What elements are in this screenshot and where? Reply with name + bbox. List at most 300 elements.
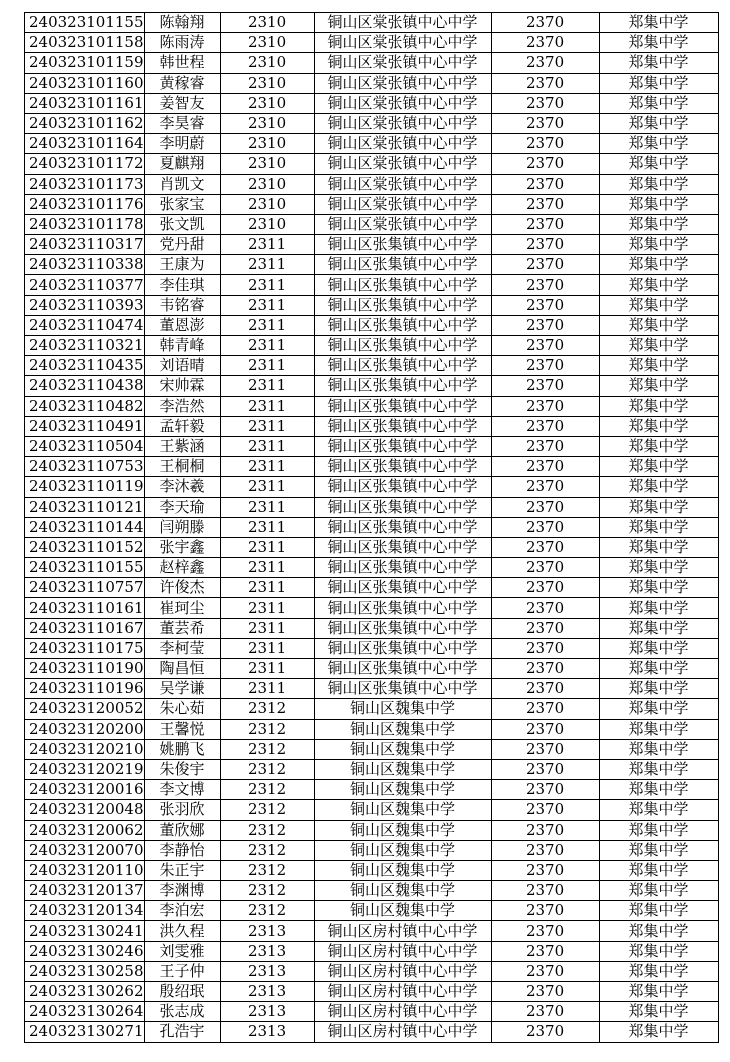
exam-id-cell: 240323110119: [25, 477, 145, 497]
school-name-cell: 铜山区张集镇中心中学: [314, 618, 491, 638]
target-school-cell: 郑集中学: [599, 1022, 718, 1042]
school-name-cell: 铜山区张集镇中心中学: [314, 537, 491, 557]
target-school-cell: 郑集中学: [599, 53, 718, 73]
table-row: [25, 537, 719, 557]
target-code-cell: 2370: [491, 194, 599, 214]
target-school-cell: 郑集中学: [599, 174, 718, 194]
target-code-cell: 2370: [491, 961, 599, 981]
target-code-cell: 2370: [491, 659, 599, 679]
table-row: [25, 578, 719, 598]
target-code-cell: 2370: [491, 416, 599, 436]
school-code-cell: 2313: [220, 1022, 314, 1042]
school-code-cell: 2311: [220, 255, 314, 275]
school-code-cell: 2313: [220, 982, 314, 1002]
table-row: [25, 659, 719, 679]
school-name-cell: 铜山区棠张镇中心中学: [314, 214, 491, 234]
target-school-cell: 郑集中学: [599, 638, 718, 658]
student-name-cell: 李静怡: [144, 840, 220, 860]
school-name-cell: 铜山区房村镇中心中学: [314, 921, 491, 941]
target-school-cell: 郑集中学: [599, 275, 718, 295]
student-name-cell: 姜智友: [144, 93, 220, 113]
student-name-cell: 张羽欣: [144, 800, 220, 820]
target-school-cell: 郑集中学: [599, 719, 718, 739]
table-row: [25, 457, 719, 477]
school-code-cell: 2311: [220, 537, 314, 557]
table-row: [25, 275, 719, 295]
school-name-cell: 铜山区张集镇中心中学: [314, 255, 491, 275]
school-code-cell: 2311: [220, 618, 314, 638]
school-name-cell: 铜山区张集镇中心中学: [314, 517, 491, 537]
table-row: [25, 315, 719, 335]
student-name-cell: 肖凯文: [144, 174, 220, 194]
exam-id-cell: 240323130262: [25, 982, 145, 1002]
table-row: [25, 780, 719, 800]
target-code-cell: 2370: [491, 719, 599, 739]
student-name-cell: 董芸希: [144, 618, 220, 638]
target-code-cell: 2370: [491, 982, 599, 1002]
table-row: [25, 174, 719, 194]
student-name-cell: 朱正宇: [144, 860, 220, 880]
target-code-cell: 2370: [491, 295, 599, 315]
table-row: [25, 941, 719, 961]
table-row: [25, 820, 719, 840]
exam-id-cell: 240323130258: [25, 961, 145, 981]
exam-id-cell: 240323130241: [25, 921, 145, 941]
target-school-cell: 郑集中学: [599, 941, 718, 961]
school-name-cell: 铜山区棠张镇中心中学: [314, 13, 491, 33]
target-code-cell: 2370: [491, 699, 599, 719]
exam-id-cell: 240323110121: [25, 497, 145, 517]
student-name-cell: 闫朔滕: [144, 517, 220, 537]
target-code-cell: 2370: [491, 901, 599, 921]
exam-id-cell: 240323130271: [25, 1022, 145, 1042]
target-code-cell: 2370: [491, 275, 599, 295]
target-code-cell: 2370: [491, 921, 599, 941]
exam-id-cell: 240323110504: [25, 436, 145, 456]
table-row: [25, 194, 719, 214]
school-name-cell: 铜山区张集镇中心中学: [314, 315, 491, 335]
school-name-cell: 铜山区房村镇中心中学: [314, 941, 491, 961]
student-name-cell: 韦铭睿: [144, 295, 220, 315]
school-code-cell: 2313: [220, 1002, 314, 1022]
table-row: [25, 356, 719, 376]
table-row: [25, 53, 719, 73]
table-row: [25, 699, 719, 719]
target-school-cell: 郑集中学: [599, 396, 718, 416]
table-row: [25, 921, 719, 941]
table-row: [25, 881, 719, 901]
target-code-cell: 2370: [491, 517, 599, 537]
school-code-cell: 2310: [220, 93, 314, 113]
student-name-cell: 殷绍珉: [144, 982, 220, 1002]
target-code-cell: 2370: [491, 679, 599, 699]
target-code-cell: 2370: [491, 941, 599, 961]
school-code-cell: 2311: [220, 436, 314, 456]
target-code-cell: 2370: [491, 881, 599, 901]
school-code-cell: 2311: [220, 235, 314, 255]
target-school-cell: 郑集中学: [599, 598, 718, 618]
student-name-cell: 赵梓鑫: [144, 558, 220, 578]
target-school-cell: 郑集中学: [599, 194, 718, 214]
target-code-cell: 2370: [491, 356, 599, 376]
target-school-cell: 郑集中学: [599, 800, 718, 820]
school-code-cell: 2312: [220, 759, 314, 779]
school-name-cell: 铜山区棠张镇中心中学: [314, 73, 491, 93]
student-name-cell: 董恩澎: [144, 315, 220, 335]
school-name-cell: 铜山区房村镇中心中学: [314, 982, 491, 1002]
student-name-cell: 李明蔚: [144, 134, 220, 154]
target-code-cell: 2370: [491, 73, 599, 93]
target-code-cell: 2370: [491, 840, 599, 860]
table-row: [25, 1022, 719, 1042]
school-name-cell: 铜山区棠张镇中心中学: [314, 174, 491, 194]
table-row: [25, 396, 719, 416]
table-row: [25, 860, 719, 880]
exam-id-cell: 240323101178: [25, 214, 145, 234]
school-name-cell: 铜山区魏集中学: [314, 780, 491, 800]
student-name-cell: 张志成: [144, 1002, 220, 1022]
student-name-cell: 刘语晴: [144, 356, 220, 376]
target-school-cell: 郑集中学: [599, 214, 718, 234]
school-name-cell: 铜山区棠张镇中心中学: [314, 93, 491, 113]
table-row: [25, 416, 719, 436]
school-name-cell: 铜山区张集镇中心中学: [314, 598, 491, 618]
target-code-cell: 2370: [491, 214, 599, 234]
school-name-cell: 铜山区张集镇中心中学: [314, 436, 491, 456]
school-name-cell: 铜山区魏集中学: [314, 739, 491, 759]
school-code-cell: 2311: [220, 356, 314, 376]
target-code-cell: 2370: [491, 537, 599, 557]
exam-id-cell: 240323101162: [25, 113, 145, 133]
student-name-cell: 李泊宏: [144, 901, 220, 921]
school-name-cell: 铜山区张集镇中心中学: [314, 396, 491, 416]
target-school-cell: 郑集中学: [599, 679, 718, 699]
target-code-cell: 2370: [491, 739, 599, 759]
school-name-cell: 铜山区张集镇中心中学: [314, 659, 491, 679]
target-school-cell: 郑集中学: [599, 416, 718, 436]
school-code-cell: 2311: [220, 336, 314, 356]
target-school-cell: 郑集中学: [599, 759, 718, 779]
student-name-cell: 张文凯: [144, 214, 220, 234]
student-name-cell: 朱心茹: [144, 699, 220, 719]
student-name-cell: 张家宝: [144, 194, 220, 214]
exam-id-cell: 240323120070: [25, 840, 145, 860]
student-name-cell: 李佳琪: [144, 275, 220, 295]
school-code-cell: 2310: [220, 53, 314, 73]
target-code-cell: 2370: [491, 13, 599, 33]
student-name-cell: 陶昌恒: [144, 659, 220, 679]
school-code-cell: 2311: [220, 477, 314, 497]
target-school-cell: 郑集中学: [599, 235, 718, 255]
student-name-cell: 李昊睿: [144, 113, 220, 133]
target-school-cell: 郑集中学: [599, 739, 718, 759]
school-code-cell: 2313: [220, 921, 314, 941]
school-name-cell: 铜山区魏集中学: [314, 699, 491, 719]
admission-table: [24, 12, 719, 1043]
target-code-cell: 2370: [491, 1002, 599, 1022]
exam-id-cell: 240323110144: [25, 517, 145, 537]
student-name-cell: 韩青峰: [144, 336, 220, 356]
target-code-cell: 2370: [491, 396, 599, 416]
exam-id-cell: 240323120134: [25, 901, 145, 921]
student-name-cell: 王康为: [144, 255, 220, 275]
exam-id-cell: 240323101155: [25, 13, 145, 33]
student-name-cell: 孟轩毅: [144, 416, 220, 436]
target-school-cell: 郑集中学: [599, 537, 718, 557]
school-code-cell: 2312: [220, 860, 314, 880]
student-name-cell: 王馨悦: [144, 719, 220, 739]
exam-id-cell: 240323101160: [25, 73, 145, 93]
target-school-cell: 郑集中学: [599, 497, 718, 517]
target-code-cell: 2370: [491, 477, 599, 497]
school-name-cell: 铜山区房村镇中心中学: [314, 1002, 491, 1022]
target-code-cell: 2370: [491, 759, 599, 779]
exam-id-cell: 240323110196: [25, 679, 145, 699]
student-name-cell: 李文博: [144, 780, 220, 800]
target-code-cell: 2370: [491, 618, 599, 638]
table-row: [25, 113, 719, 133]
table-row: [25, 719, 719, 739]
student-name-cell: 朱俊宇: [144, 759, 220, 779]
school-name-cell: 铜山区魏集中学: [314, 901, 491, 921]
target-code-cell: 2370: [491, 376, 599, 396]
exam-id-cell: 240323101176: [25, 194, 145, 214]
table-row: [25, 295, 719, 315]
student-name-cell: 陈翰翔: [144, 13, 220, 33]
target-code-cell: 2370: [491, 638, 599, 658]
exam-id-cell: 240323110155: [25, 558, 145, 578]
exam-id-cell: 240323120137: [25, 881, 145, 901]
target-school-cell: 郑集中学: [599, 477, 718, 497]
exam-id-cell: 240323110491: [25, 416, 145, 436]
target-school-cell: 郑集中学: [599, 921, 718, 941]
exam-id-cell: 240323101164: [25, 134, 145, 154]
exam-id-cell: 240323101173: [25, 174, 145, 194]
target-code-cell: 2370: [491, 558, 599, 578]
target-school-cell: 郑集中学: [599, 780, 718, 800]
school-code-cell: 2312: [220, 820, 314, 840]
target-code-cell: 2370: [491, 134, 599, 154]
school-code-cell: 2310: [220, 214, 314, 234]
target-code-cell: 2370: [491, 497, 599, 517]
target-school-cell: 郑集中学: [599, 840, 718, 860]
target-code-cell: 2370: [491, 235, 599, 255]
table-row: [25, 235, 719, 255]
target-code-cell: 2370: [491, 436, 599, 456]
school-code-cell: 2313: [220, 941, 314, 961]
target-code-cell: 2370: [491, 93, 599, 113]
exam-id-cell: 240323120062: [25, 820, 145, 840]
target-code-cell: 2370: [491, 53, 599, 73]
school-name-cell: 铜山区张集镇中心中学: [314, 679, 491, 699]
target-code-cell: 2370: [491, 578, 599, 598]
school-code-cell: 2310: [220, 154, 314, 174]
exam-id-cell: 240323120048: [25, 800, 145, 820]
school-code-cell: 2312: [220, 840, 314, 860]
student-name-cell: 李渊博: [144, 881, 220, 901]
school-name-cell: 铜山区张集镇中心中学: [314, 295, 491, 315]
target-school-cell: 郑集中学: [599, 457, 718, 477]
target-code-cell: 2370: [491, 800, 599, 820]
table-row: [25, 517, 719, 537]
exam-id-cell: 240323101158: [25, 33, 145, 53]
target-code-cell: 2370: [491, 113, 599, 133]
school-code-cell: 2312: [220, 699, 314, 719]
table-row: [25, 214, 719, 234]
student-name-cell: 王紫涵: [144, 436, 220, 456]
exam-id-cell: 240323101161: [25, 93, 145, 113]
target-school-cell: 郑集中学: [599, 1002, 718, 1022]
table-row: [25, 376, 719, 396]
table-row: [25, 598, 719, 618]
student-name-cell: 黄稼睿: [144, 73, 220, 93]
exam-id-cell: 240323110338: [25, 255, 145, 275]
exam-id-cell: 240323110175: [25, 638, 145, 658]
table-row: [25, 134, 719, 154]
exam-id-cell: 240323110321: [25, 336, 145, 356]
table-row: [25, 336, 719, 356]
table-row: [25, 33, 719, 53]
target-school-cell: 郑集中学: [599, 659, 718, 679]
exam-id-cell: 240323110167: [25, 618, 145, 638]
exam-id-cell: 240323120016: [25, 780, 145, 800]
school-code-cell: 2310: [220, 73, 314, 93]
school-name-cell: 铜山区房村镇中心中学: [314, 1022, 491, 1042]
school-code-cell: 2311: [220, 558, 314, 578]
target-school-cell: 郑集中学: [599, 376, 718, 396]
target-school-cell: 郑集中学: [599, 13, 718, 33]
target-school-cell: 郑集中学: [599, 113, 718, 133]
table-row: [25, 497, 719, 517]
exam-id-cell: 240323120110: [25, 860, 145, 880]
table-row: [25, 618, 719, 638]
exam-id-cell: 240323110757: [25, 578, 145, 598]
school-code-cell: 2312: [220, 881, 314, 901]
target-school-cell: 郑集中学: [599, 820, 718, 840]
exam-id-cell: 240323110482: [25, 396, 145, 416]
table-row: [25, 154, 719, 174]
table-row: [25, 982, 719, 1002]
school-code-cell: 2312: [220, 901, 314, 921]
target-school-cell: 郑集中学: [599, 356, 718, 376]
school-name-cell: 铜山区棠张镇中心中学: [314, 134, 491, 154]
exam-id-cell: 240323110161: [25, 598, 145, 618]
school-name-cell: 铜山区张集镇中心中学: [314, 477, 491, 497]
school-name-cell: 铜山区棠张镇中心中学: [314, 154, 491, 174]
target-school-cell: 郑集中学: [599, 33, 718, 53]
school-name-cell: 铜山区张集镇中心中学: [314, 558, 491, 578]
table-row: [25, 739, 719, 759]
school-code-cell: 2311: [220, 517, 314, 537]
school-name-cell: 铜山区棠张镇中心中学: [314, 53, 491, 73]
school-code-cell: 2312: [220, 739, 314, 759]
school-code-cell: 2311: [220, 638, 314, 658]
school-name-cell: 铜山区魏集中学: [314, 759, 491, 779]
school-code-cell: 2311: [220, 497, 314, 517]
target-code-cell: 2370: [491, 33, 599, 53]
target-school-cell: 郑集中学: [599, 618, 718, 638]
table-row: [25, 558, 719, 578]
exam-id-cell: 240323110152: [25, 537, 145, 557]
school-name-cell: 铜山区张集镇中心中学: [314, 356, 491, 376]
student-name-cell: 崔珂尘: [144, 598, 220, 618]
school-code-cell: 2311: [220, 275, 314, 295]
school-name-cell: 铜山区棠张镇中心中学: [314, 194, 491, 214]
school-code-cell: 2311: [220, 376, 314, 396]
student-name-cell: 王桐桐: [144, 457, 220, 477]
student-name-cell: 党丹甜: [144, 235, 220, 255]
exam-id-cell: 240323130246: [25, 941, 145, 961]
target-school-cell: 郑集中学: [599, 154, 718, 174]
student-name-cell: 韩世程: [144, 53, 220, 73]
school-code-cell: 2312: [220, 800, 314, 820]
table-row: [25, 13, 719, 33]
target-school-cell: 郑集中学: [599, 517, 718, 537]
target-school-cell: 郑集中学: [599, 93, 718, 113]
school-name-cell: 铜山区房村镇中心中学: [314, 961, 491, 981]
target-school-cell: 郑集中学: [599, 860, 718, 880]
table-row: [25, 1002, 719, 1022]
exam-id-cell: 240323130264: [25, 1002, 145, 1022]
target-code-cell: 2370: [491, 457, 599, 477]
target-school-cell: 郑集中学: [599, 901, 718, 921]
school-code-cell: 2313: [220, 961, 314, 981]
table-row: [25, 901, 719, 921]
target-school-cell: 郑集中学: [599, 699, 718, 719]
school-code-cell: 2311: [220, 315, 314, 335]
school-code-cell: 2311: [220, 295, 314, 315]
exam-id-cell: 240323110438: [25, 376, 145, 396]
school-code-cell: 2311: [220, 679, 314, 699]
school-name-cell: 铜山区张集镇中心中学: [314, 497, 491, 517]
school-code-cell: 2311: [220, 416, 314, 436]
target-school-cell: 郑集中学: [599, 558, 718, 578]
exam-id-cell: 240323110377: [25, 275, 145, 295]
table-row: [25, 93, 719, 113]
table-row: [25, 436, 719, 456]
target-school-cell: 郑集中学: [599, 336, 718, 356]
student-name-cell: 董欣娜: [144, 820, 220, 840]
school-name-cell: 铜山区张集镇中心中学: [314, 578, 491, 598]
school-name-cell: 铜山区魏集中学: [314, 881, 491, 901]
student-name-cell: 陈雨涛: [144, 33, 220, 53]
student-name-cell: 李沐羲: [144, 477, 220, 497]
student-name-cell: 许俊杰: [144, 578, 220, 598]
student-name-cell: 李天瑜: [144, 497, 220, 517]
exam-id-cell: 240323120210: [25, 739, 145, 759]
target-school-cell: 郑集中学: [599, 315, 718, 335]
target-code-cell: 2370: [491, 315, 599, 335]
school-code-cell: 2311: [220, 659, 314, 679]
student-name-cell: 李柯莹: [144, 638, 220, 658]
school-code-cell: 2310: [220, 13, 314, 33]
target-school-cell: 郑集中学: [599, 295, 718, 315]
exam-id-cell: 240323101172: [25, 154, 145, 174]
student-name-cell: 夏麒翔: [144, 154, 220, 174]
school-name-cell: 铜山区张集镇中心中学: [314, 416, 491, 436]
school-name-cell: 铜山区棠张镇中心中学: [314, 33, 491, 53]
school-name-cell: 铜山区张集镇中心中学: [314, 235, 491, 255]
target-code-cell: 2370: [491, 780, 599, 800]
school-code-cell: 2311: [220, 578, 314, 598]
school-code-cell: 2311: [220, 396, 314, 416]
target-code-cell: 2370: [491, 174, 599, 194]
school-code-cell: 2311: [220, 598, 314, 618]
exam-id-cell: 240323120219: [25, 759, 145, 779]
target-school-cell: 郑集中学: [599, 73, 718, 93]
exam-id-cell: 240323110435: [25, 356, 145, 376]
exam-id-cell: 240323110474: [25, 315, 145, 335]
